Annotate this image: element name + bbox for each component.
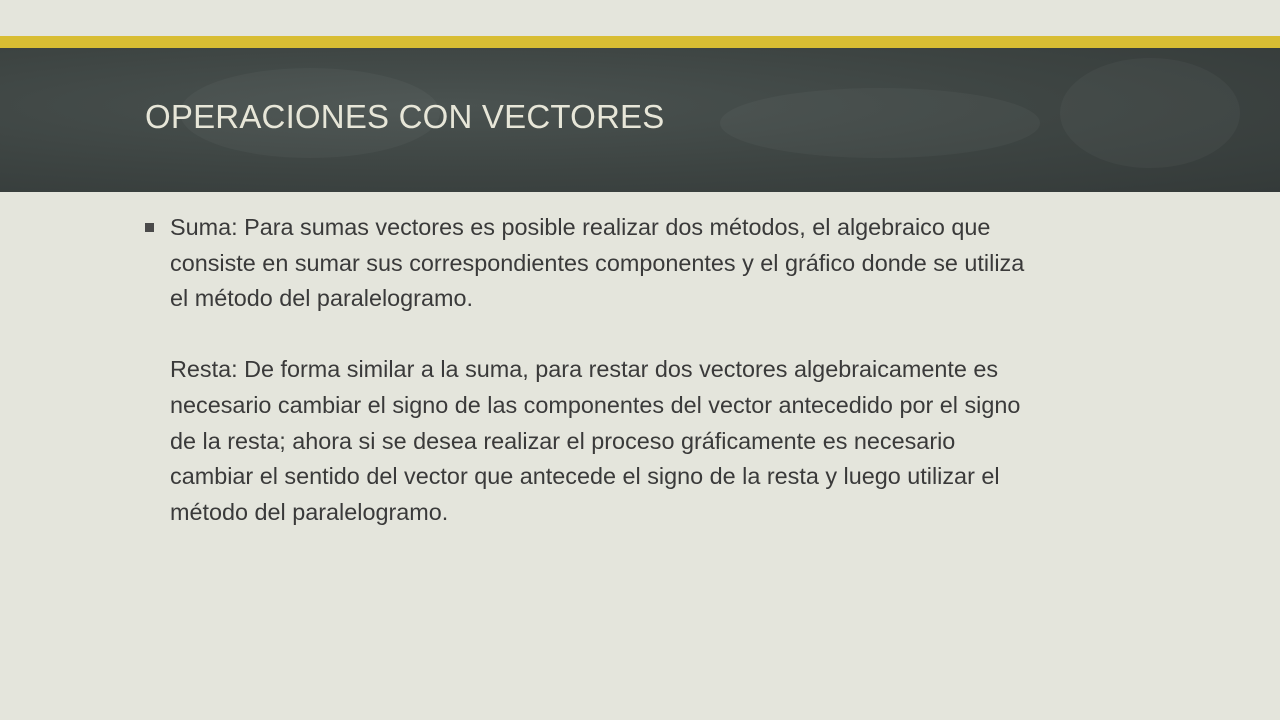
suma-line-2: consiste en sumar sus correspondientes componentes y el gráfico donde se utiliza	[170, 249, 1025, 276]
resta-line-5: método del paralelogramo.	[170, 498, 449, 525]
title-band	[0, 48, 1280, 192]
square-bullet-icon	[145, 223, 154, 232]
resta-line-3: de la resta; ahora si se desea realizar el proceso gráficamente es necesario	[170, 427, 956, 454]
top-margin	[0, 0, 1280, 36]
resta-line-2: necesario cambiar el signo de las componentes del vector antecedido por el signo	[170, 391, 1021, 418]
slide-content	[145, 210, 1145, 530]
bullet-item	[145, 210, 1145, 530]
suma-line-1: Suma: Para sumas vectores es posible realizar dos métodos, el algebraico que	[170, 214, 991, 240]
suma-line-3: el método del paralelogramo.	[170, 285, 473, 312]
paragraph-break	[170, 317, 1145, 353]
accent-bar	[0, 36, 1280, 48]
chalk-smudge	[1060, 58, 1240, 168]
slide-title: OPERACIONES CON VECTORES	[145, 98, 665, 135]
resta-line-4: cambiar el sentido del vector que antecede el signo de la resta y luego utilizar el	[170, 463, 1000, 490]
resta-line-1: Resta: De forma similar a la suma, para restar dos vectores algebraicamente es	[170, 356, 999, 383]
chalk-smudge	[720, 88, 1040, 158]
